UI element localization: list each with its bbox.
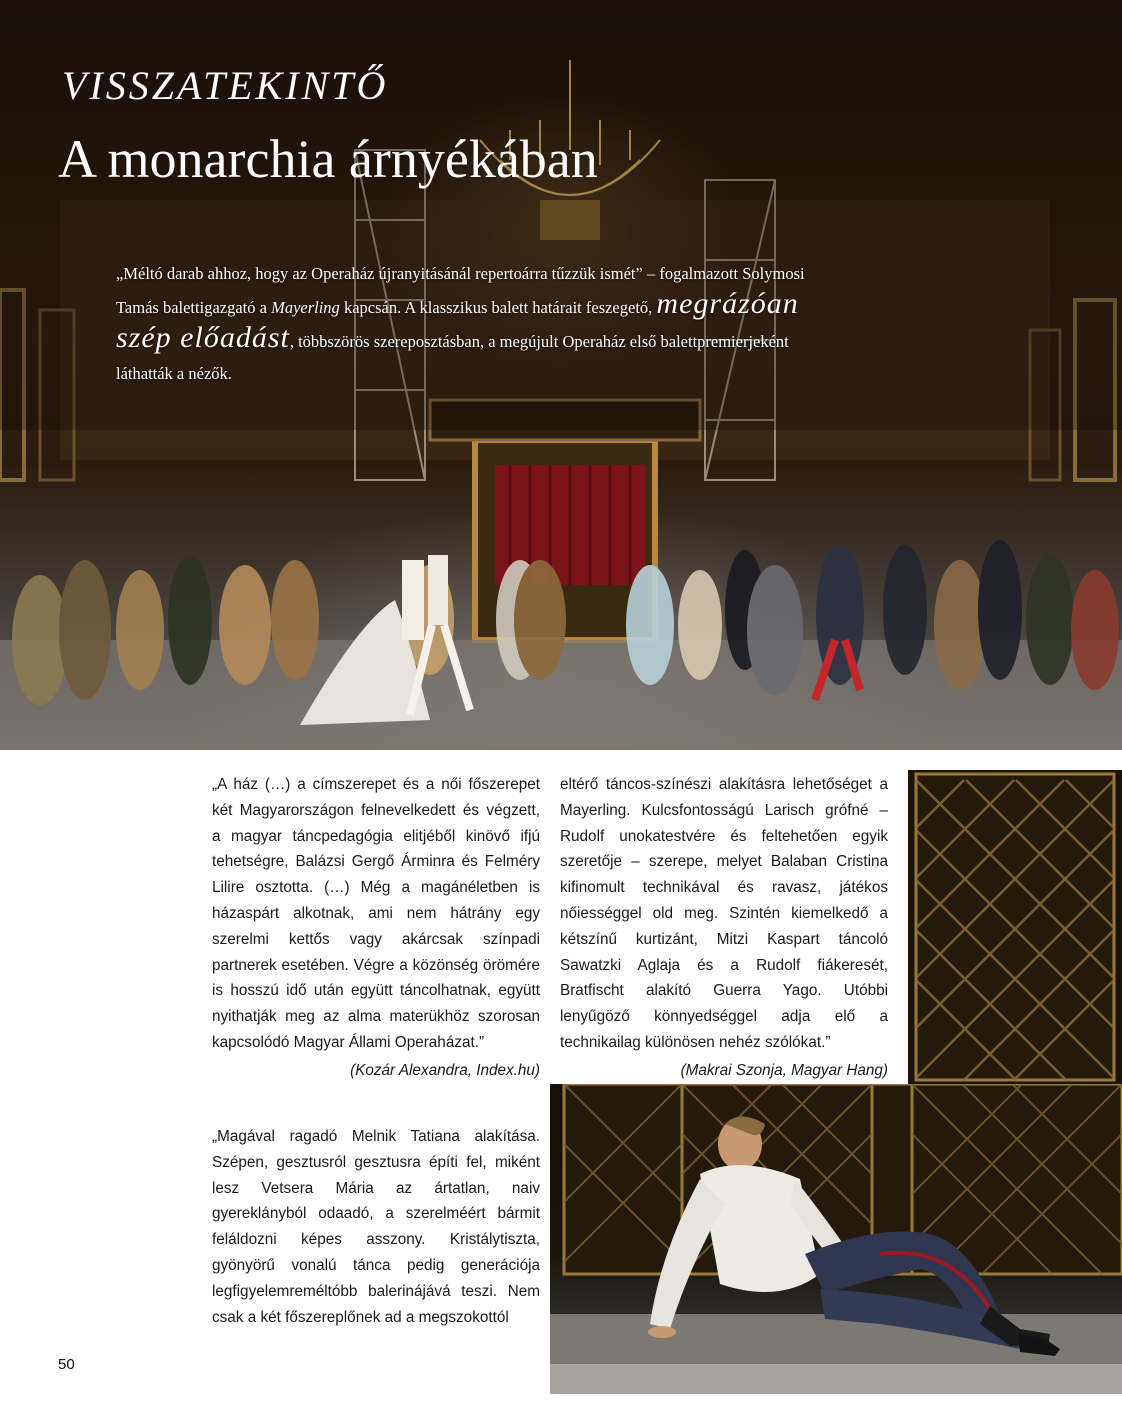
dancer-photo-upper-strip <box>908 770 1122 1084</box>
article-headline: A monarchia árnyékában <box>58 129 598 189</box>
quote-text: „Magával ragadó Melnik Tatiana alakítása. Szépen, gesztusról gesztusra építi fel, miként lesz Vetsera Mária az ártatlan, naiv gyereklányból odaadó, a szerelméért bármit feláldozni képes asszony. Kristálytiszta, gyönyörű vonalú tánca pedig generációja legfigyelemreméltóbb balerinájává teszi. Nem csak a két főszereplőnek ad a megszokottól <box>212 1128 540 1326</box>
quote-text: „A ház (…) a címszerepet és a női főszerepet két Magyarországon felnevelkedett és végzett, a magyar táncpedagógia elitjéből kinövő ifjú tehetségre, Balázsi Gergő Árminra és Felméry Lilire osztotta. (…) Még a magánéletben is házaspárt alkotnak, ami nem hátrány egy szerelmi kettős vagy akárcsak színpadi partnerek esetében. Végre a közönség örömére is hosszú idő után együtt táncolhatnak, együtt nyithatják meg az alma materükhöz szorosan kapcsolódó Magyar Állami Operaházat.” <box>212 776 540 1051</box>
section-kicker: VISSZATEKINTŐ <box>62 63 389 108</box>
quote-block-2-continued <box>560 772 888 1084</box>
lead-part-2: kapcsán. A klasszikus balett határait feszegető, <box>339 298 657 317</box>
lead-part-1: „Méltó darab ahhoz, hogy az Operaház újranyitásánál repertoárra tűzzük ismét” – fogalmazott Solymosi Tamás balettigazgató a <box>116 264 805 317</box>
quote-source: (Kozár Alexandra, Index.hu) <box>350 1061 540 1079</box>
lead-part-3: , többszörös szereposztásban, a megújult Operaház első balettpremierjeként láthatták a nézők. <box>116 332 789 383</box>
quote-block-1 <box>212 772 540 1084</box>
quote-text: eltérő táncos-színészi alakításra lehetőséget a Mayerling. Kulcsfontosságú Larisch grófné – Rudolf unokatestvére és feltehetően egyik szeretője – szerepe, melyet Balaban Cristina kifinomult technikával és ravasz, játékos nőiességgel old meg. Szintén kiemelkedő a kétszínű kurtizánt, Mitzi Kaspart táncoló Sawatzki Aglaja és a Rudolf fiákeresét, Bratfischt alakító Guerra Yago. Utóbbi lenyűgöző könnyedséggel adja elő a technikailag különösen nehéz szólókat.” <box>560 776 888 1051</box>
page-number: 50 <box>58 1356 75 1373</box>
article-lead <box>116 258 816 390</box>
quote-source: (Makrai Szonja, Magyar Hang) <box>680 1061 888 1079</box>
lead-title-em: Mayerling <box>271 298 340 317</box>
dancer-photo <box>550 1084 1122 1394</box>
lead-highlight: megrázóan szép előadást <box>116 287 799 354</box>
quote-block-2 <box>212 1124 540 1330</box>
